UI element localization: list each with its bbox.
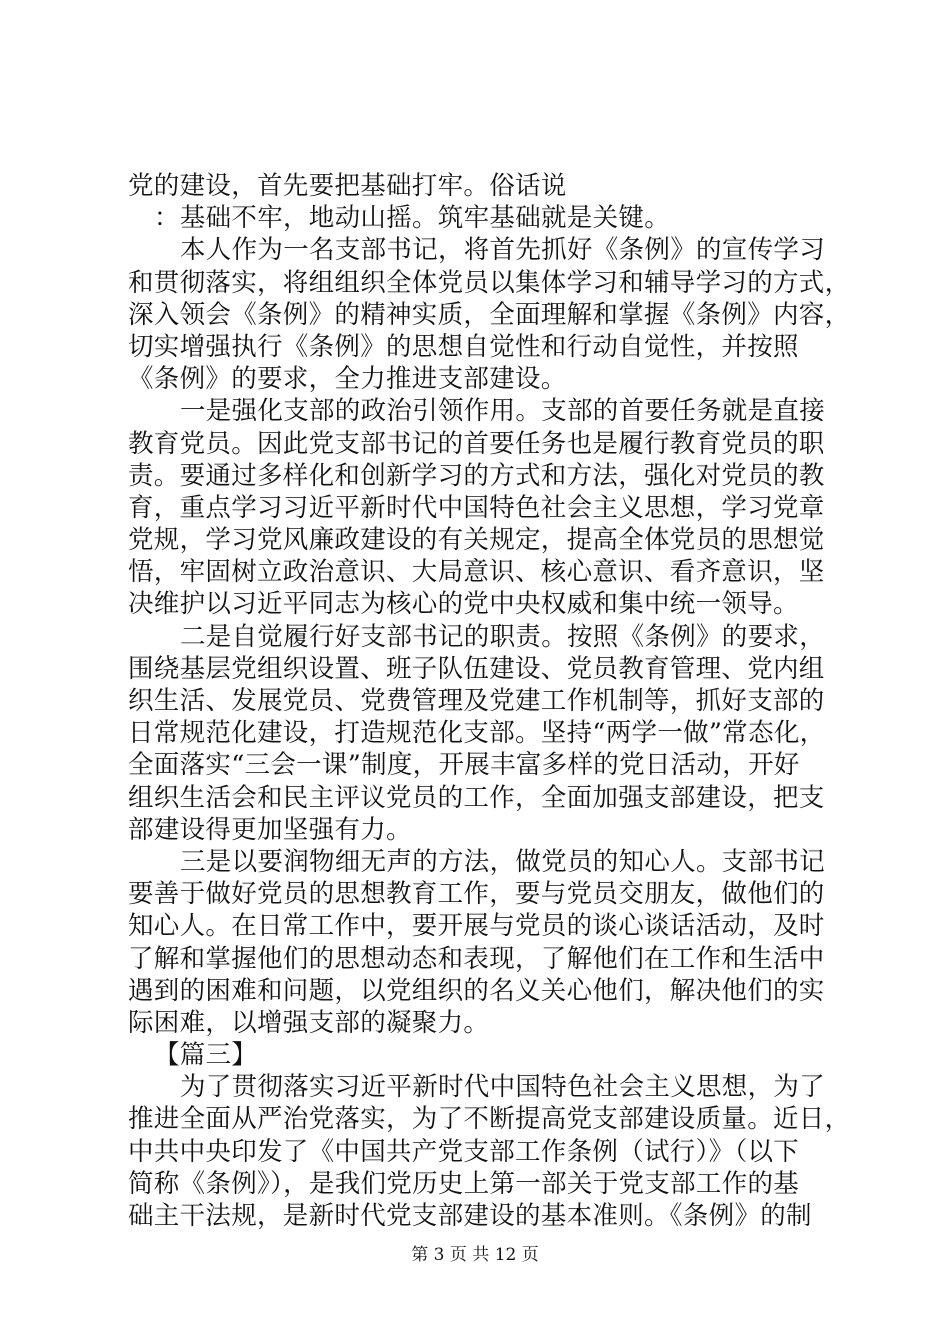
text-line: 推进全面从严治党落实，为了不断提高党支部建设质量。近日， [128,1104,851,1135]
text-line: 组织生活会和民主评议党员的工作，全面加强支部建设，把支 [128,782,825,813]
text-line: 日常规范化建设，打造规范化支部。坚持“两学一做”常态化， [128,718,826,749]
text-line: 深入领会《条例》的精神实质，全面理解和掌握《条例》内容， [128,299,851,330]
text-line: 部建设得更加坚强有力。 [128,814,412,845]
paragraph-start-line: 一是强化支部的政治引领作用。支部的首要任务就是直接 [180,396,826,427]
page-number-footer: 第 3 页 共 12 页 [411,1245,539,1265]
text-line: 中共中央印发了《中国共产党支部工作条例（试行）》（以下 [128,1136,800,1167]
text-line: 遇到的困难和问题，以党组织的名义关心他们，解决他们的实 [128,975,825,1006]
paragraph-start-line: 三是以要润物细无声的方法，做党员的知心人。支部书记 [180,846,826,877]
document-body [128,170,851,1232]
text-line: 切实增强执行《条例》的思想自觉性和行动自觉性，并按照 [128,331,799,362]
text-line: 育，重点学习习近平新时代中国特色社会主义思想，学习党章 [128,492,825,523]
text-line: 了解和掌握他们的思想动态和表现，了解他们在工作和生活中 [128,943,825,974]
text-line: 全面落实“三会一课”制度，开展丰富多样的党日活动，开好 [128,750,800,781]
text-line: 决维护以习近平同志为核心的党中央权威和集中统一领导。 [128,589,799,620]
text-line: 础主干法规，是新时代党支部建设的基本准则。《条例》的制 [128,1201,812,1231]
paragraph-start-line: 本人作为一名支部书记，将首先抓好《条例》的宣传学习 [180,235,826,266]
paragraph-start-line: 二是自觉履行好支部书记的职责。按照《条例》的要求， [180,621,826,652]
section-heading: 【篇三】 [154,1040,258,1071]
text-line: 知心人。在日常工作中，要开展与党员的谈心谈话活动，及时 [128,911,825,942]
text-line: 际困难，以增强支部的凝聚力。 [128,1007,490,1038]
text-line: 围绕基层党组织设置、班子队伍建设、党员教育管理、党内组 [128,653,825,684]
text-line: 教育党员。因此党支部书记的首要任务也是履行教育党员的职 [128,428,825,459]
text-line: 要善于做好党员的思想教育工作，要与党员交朋友，做他们的 [128,879,825,910]
text-line: 党规，学习党风廉政建设的有关规定，提高全体党员的思想觉 [128,525,825,556]
paragraph-start-line: 为了贯彻落实习近平新时代中国特色社会主义思想，为了 [180,1072,826,1103]
text-line: 悟，牢固树立政治意识、大局意识、核心意识、看齐意识，坚 [128,557,825,588]
text-line: 和贯彻落实，将组组织全体党员以集体学习和辅导学习的方式， [128,267,851,298]
text-line: ：基础不牢，地动山摇。筑牢基础就是关键。 [154,203,671,234]
text-line: 党的建设，首先要把基础打牢。俗话说 [128,171,567,201]
text-line: 简称《条例》），是我们党历史上第一部关于党支部工作的基 [128,1168,800,1199]
text-line: 责。要通过多样化和创新学习的方式和方法，强化对党员的教 [128,460,825,491]
text-line: 织生活、发展党员、党费管理及党建工作机制等，抓好支部的 [128,686,825,716]
text-line: 《条例》的要求，全力推进支部建设。 [128,364,567,395]
